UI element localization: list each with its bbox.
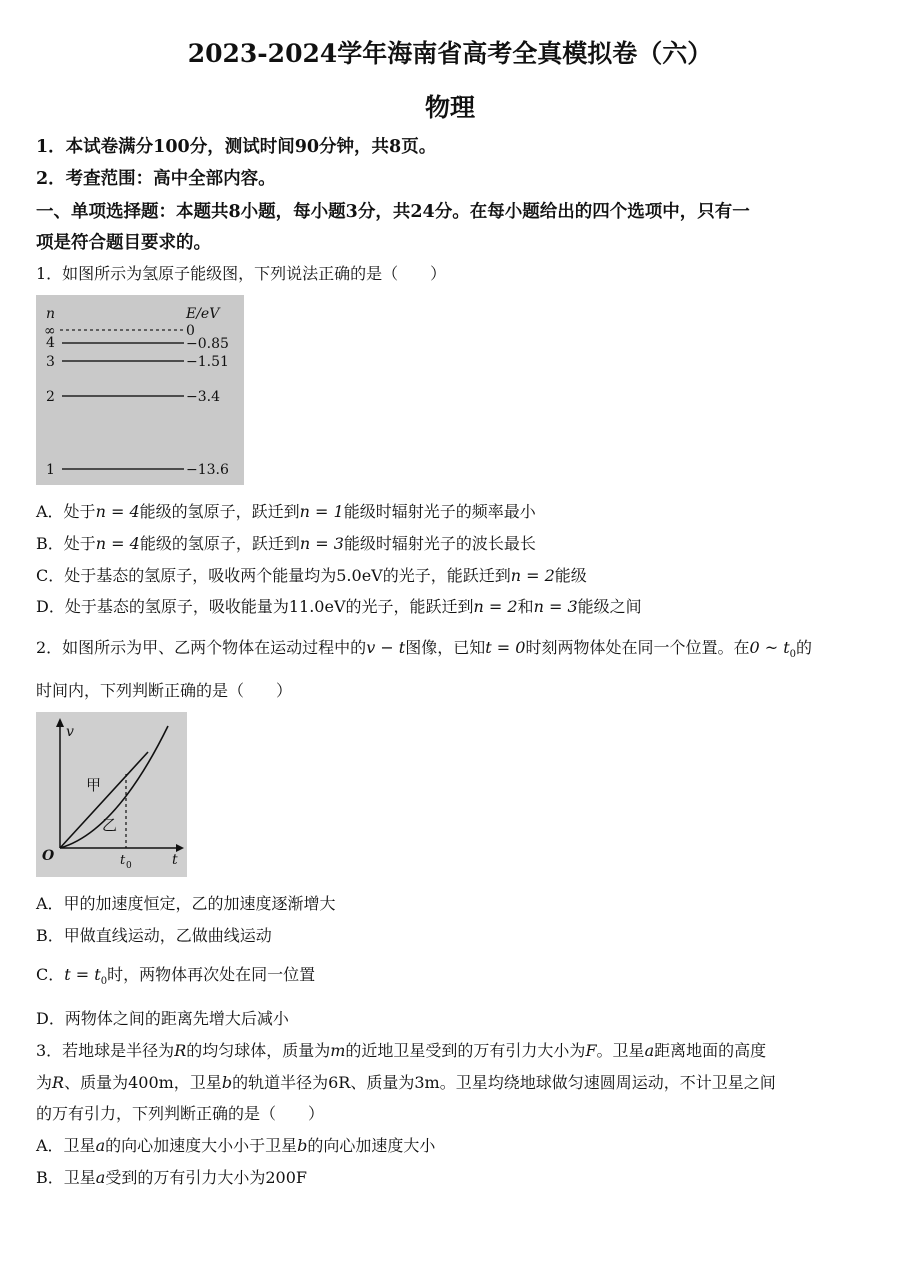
q1-option-b: B．处于n = 4能级的氢原子，跃迁到n = 3能级时辐射光子的波长最长 [36, 534, 536, 553]
level-inf-e: 0 [186, 323, 195, 339]
note-2: 2．考查范围：高中全部内容。 [36, 169, 276, 189]
q3-option-b: B．卫星a受到的万有引力大小为200F [36, 1168, 307, 1187]
t0-sub: 0 [126, 861, 132, 871]
level-4-n: 4 [46, 335, 55, 351]
q1-option-c: C．处于基态的氢原子，吸收两个能量均为5.0eV的光子，能跃迁到n = 2能级 [36, 566, 587, 585]
energy-level-svg [36, 295, 244, 485]
level-2-n: 2 [46, 389, 55, 405]
q2-option-b: B．甲做直线运动，乙做曲线运动 [36, 926, 272, 945]
section-heading-line1: 一、单项选择题：本题共8小题，每小题3分，共24分。在每小题给出的四个选项中，只有一 [36, 202, 750, 222]
jia-label: 甲 [86, 776, 102, 794]
level-1-e: −13.6 [186, 462, 229, 478]
exam-title: 2023-2024学年海南省高考全真模拟卷（六） [187, 39, 713, 68]
v-label: v [66, 724, 74, 740]
yi-label: 乙 [102, 816, 118, 834]
q1-stem: 1．如图所示为氢原子能级图，下列说法正确的是（ ） [36, 264, 447, 283]
q3-stem-line2: 为R、质量为400m，卫星b的轨道半径为6R、质量为3m。卫星均绕地球做匀速圆周运动，不计卫星之间 [36, 1073, 776, 1092]
level-3-e: −1.51 [186, 354, 229, 370]
q2-stem-line1: 2．如图所示为甲、乙两个物体在运动过程中的v − t图像，已知t = 0时刻两物体处在同一个位置。在0 ~ $t_0$的 [36, 638, 813, 661]
q2-option-c: C．$t = t_0$时，两物体再次处在同一位置 [36, 965, 316, 988]
energy-axis-label: E/eV [186, 306, 220, 322]
level-4-e: −0.85 [186, 336, 229, 352]
q2-option-d: D．两物体之间的距离先增大后减小 [36, 1009, 289, 1028]
q3-stem-line3: 的万有引力，下列判断正确的是（ ） [36, 1104, 325, 1123]
t-label: t [172, 852, 178, 868]
vt-graph [36, 712, 187, 877]
q1-option-a: A．处于n = 4能级的氢原子，跃迁到n = 1能级时辐射光子的频率最小 [36, 502, 536, 521]
origin-label: O [42, 848, 55, 864]
section-heading-line2: 项是符合题目要求的。 [36, 233, 211, 253]
v-axis-arrow [56, 718, 64, 727]
n-axis-label: n [46, 306, 56, 322]
subject-title: 物理 [424, 93, 475, 122]
q2-option-a: A．甲的加速度恒定，乙的加速度逐渐增大 [36, 894, 336, 913]
level-2-e: −3.4 [186, 389, 220, 405]
q1-option-d: D．处于基态的氢原子，吸收能量为11.0eV的光子，能跃迁到n = 2和n = 3能级之间 [36, 597, 642, 616]
level-3-n: 3 [46, 354, 55, 370]
vt-graph-svg [36, 712, 187, 877]
level-1-n: 1 [46, 462, 55, 478]
t-axis-arrow [176, 844, 184, 852]
level-inf-n: ∞ [44, 323, 56, 339]
t0-label: t [120, 853, 126, 868]
q3-option-a: A．卫星a的向心加速度大小小于卫星b的向心加速度大小 [36, 1136, 436, 1155]
energy-level-diagram [36, 295, 244, 485]
note-1: 1．本试卷满分100分，测试时间90分钟，共8页。 [36, 137, 437, 157]
q2-stem-line2: 时间内，下列判断正确的是（ ） [36, 681, 293, 700]
q3-stem-line1: 3．若地球是半径为R的均匀球体，质量为m的近地卫星受到的万有引力大小为F。卫星a距离地面的高度 [36, 1041, 767, 1060]
